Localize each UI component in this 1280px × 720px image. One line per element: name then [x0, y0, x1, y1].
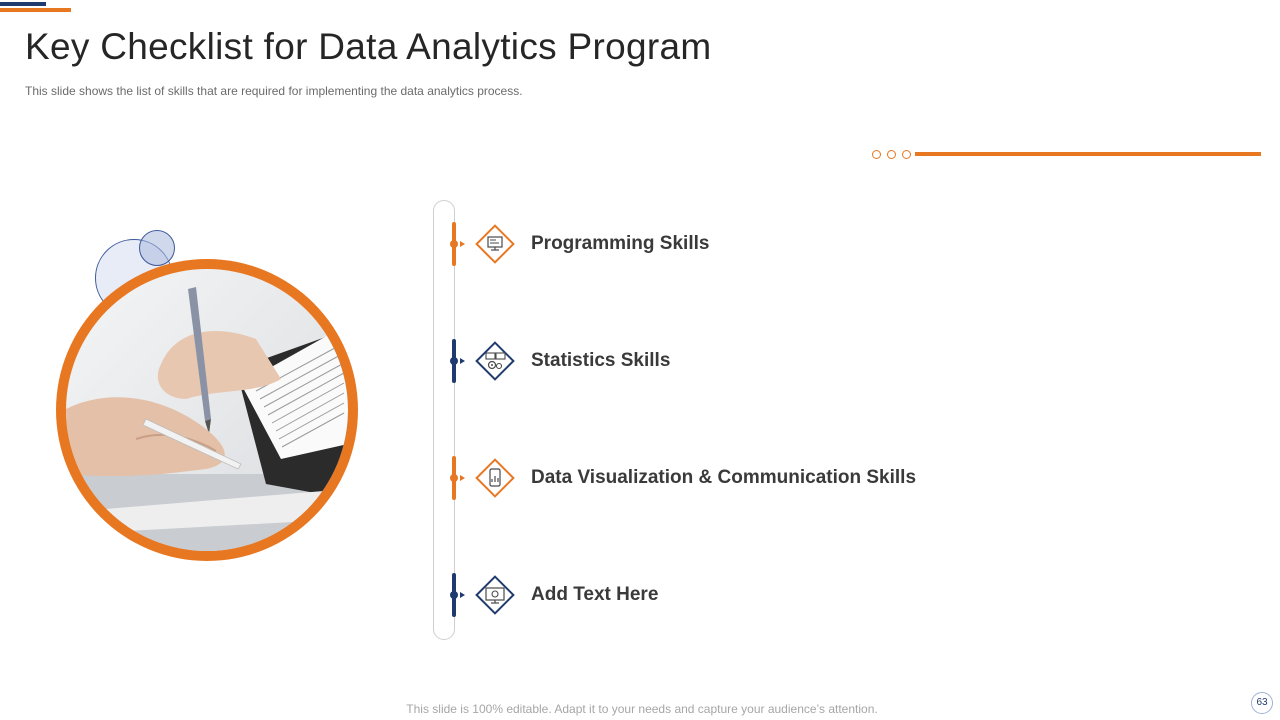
gears-icon: [473, 339, 517, 383]
decor-dot: [887, 150, 896, 159]
decor-dot: [902, 150, 911, 159]
slide-title: Key Checklist for Data Analytics Program: [25, 26, 712, 67]
checklist-item-statistics: Statistics Skills: [531, 350, 671, 371]
page-number-badge: 63: [1251, 692, 1273, 714]
presentation-icon: [473, 573, 517, 617]
slide-subtitle: This slide shows the list of skills that are required for implementing the data analytics process.: [25, 84, 523, 98]
timeline-arrow: [460, 592, 465, 598]
mobile-chart-icon: [473, 456, 517, 500]
timeline-arrow: [460, 358, 465, 364]
timeline-dot: [450, 591, 458, 599]
timeline-dot: [450, 240, 458, 248]
corner-accent-blue: [0, 2, 46, 6]
decor-line: [915, 152, 1261, 156]
slide-footer-note: This slide is 100% editable. Adapt it to your needs and capture your audience’s attention.: [406, 702, 878, 716]
timeline-arrow: [460, 241, 465, 247]
decor-bubble-small: [139, 230, 175, 266]
photo-frame: [56, 259, 358, 561]
timeline-dot: [450, 474, 458, 482]
timeline-dot: [450, 357, 458, 365]
checklist-item-programming: Programming Skills: [531, 233, 710, 254]
monitor-icon: [473, 222, 517, 266]
corner-accent-orange: [0, 8, 71, 12]
decor-dot: [872, 150, 881, 159]
checklist-item-data-visualization: Data Visualization & Communication Skills: [531, 467, 917, 488]
hands-with-pens-photo: [66, 269, 348, 551]
checklist-item-add-text: Add Text Here: [531, 584, 659, 605]
timeline-arrow: [460, 475, 465, 481]
